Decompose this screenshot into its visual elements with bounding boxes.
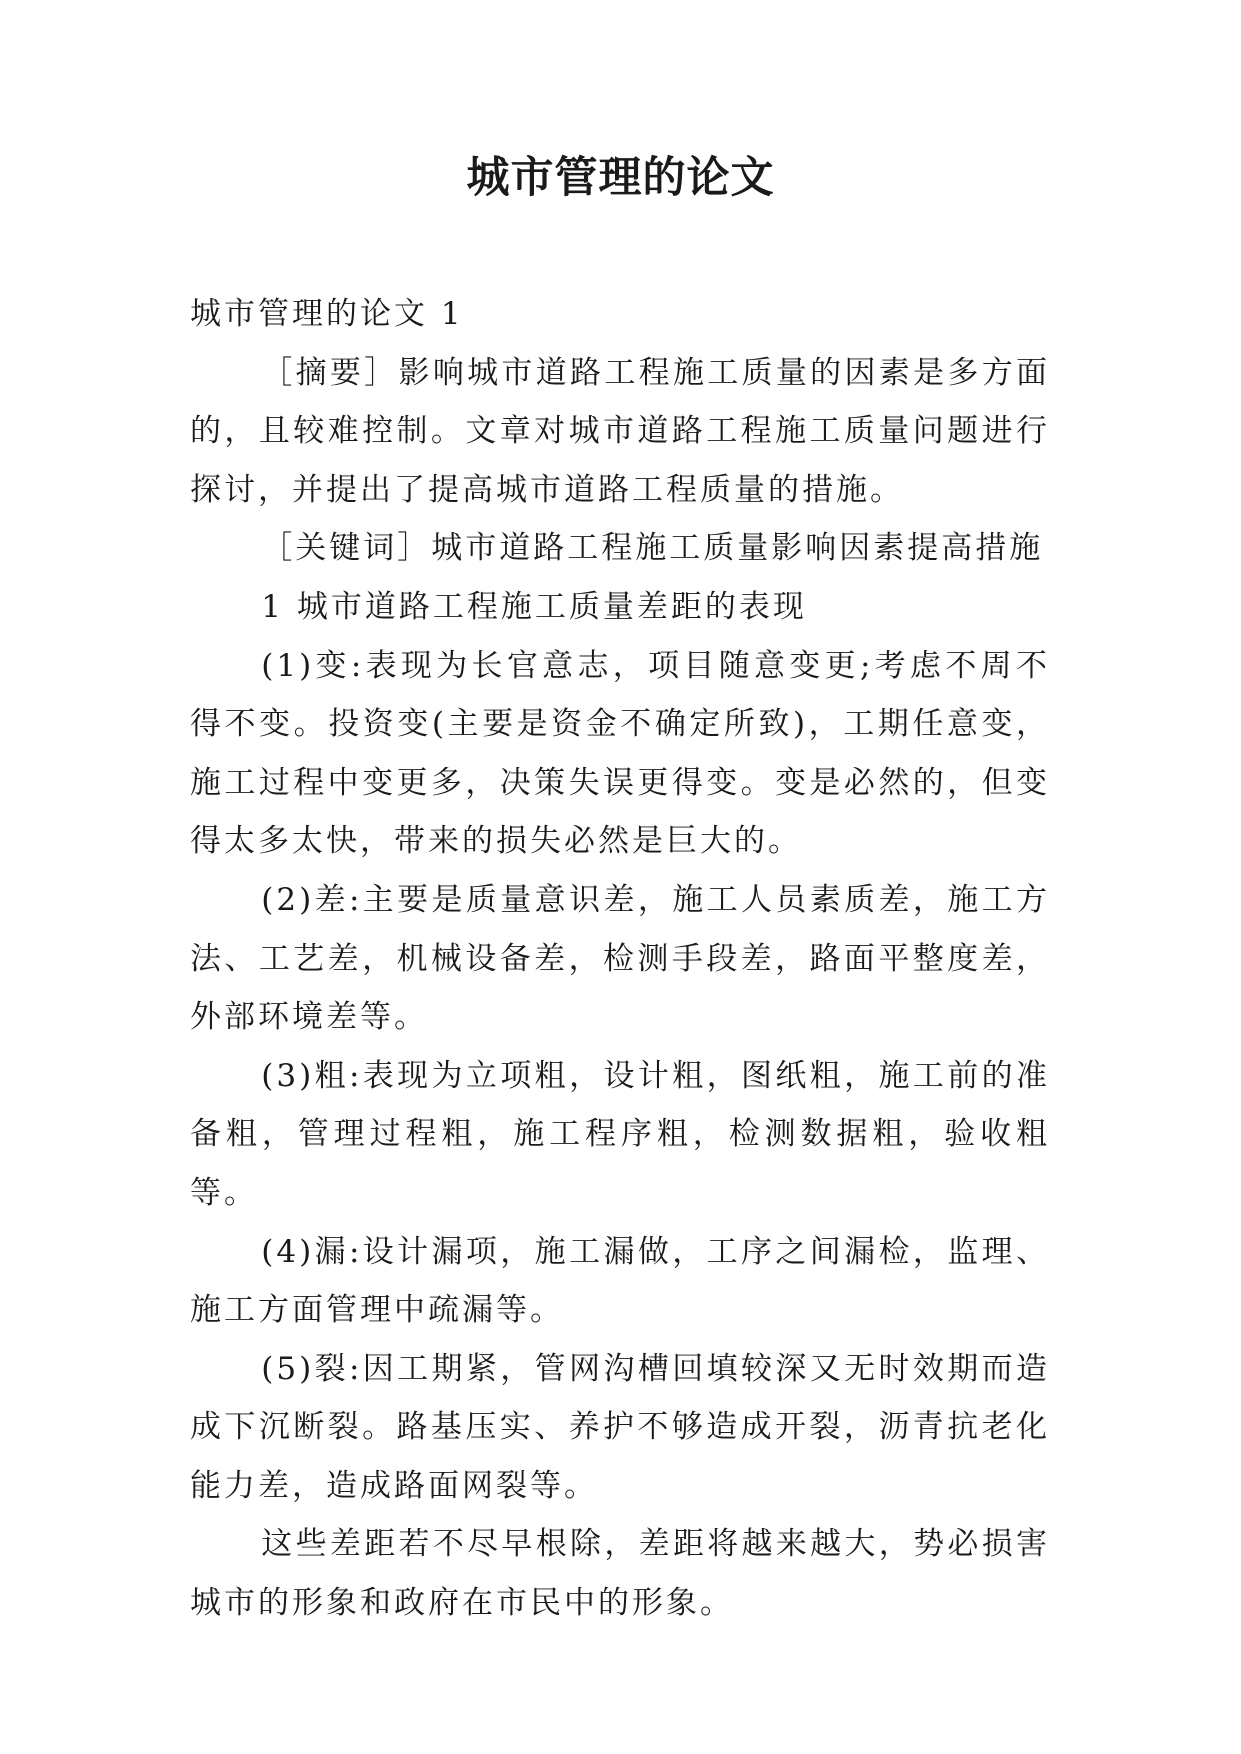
paragraph-rough: (3)粗:表现为立项粗，设计粗，图纸粗，施工前的准备粗，管理过程粗，施工程序粗，检测数据粗，验收粗等。: [190, 1057, 1050, 1211]
paragraph-poor: (2)差:主要是质量意识差，施工人员素质差，施工方法、工艺差，机械设备差，检测手段差，路面平整度差，外部环境差等。: [190, 881, 1050, 1036]
section-heading: 城市管理的论文 1: [190, 296, 464, 332]
abstract-paragraph: ［摘要］影响城市道路工程施工质量的因素是多方面的，且较难控制。文章对城市道路工程施工质量问题进行探讨，并提出了提高城市道路工程质量的措施。: [190, 354, 1050, 508]
subheading-quality-gap: 1 城市道路工程施工质量差距的表现: [261, 588, 807, 625]
document-body: [190, 285, 1050, 1633]
paragraph-omission: (4)漏:设计漏项，施工漏做，工序之间漏检，监理、施工方面管理中疏漏等。: [190, 1233, 1050, 1329]
document-title: 城市管理的论文: [466, 153, 775, 203]
paragraph-change: (1)变:表现为长官意志，项目随意变更;考虑不周不得不变。投资变(主要是资金不确定所致)，工期任意变，施工过程中变更多，决策失误更得变。变是必然的，但变得太多太快，带来的损失必然是巨大的。: [190, 647, 1050, 860]
paragraph-crack: (5)裂:因工期紧，管网沟槽回填较深又无时效期而造成下沉断裂。路基压实、养护不够造成开裂，沥青抗老化能力差，造成路面网裂等。: [190, 1350, 1050, 1504]
keywords-paragraph: ［关键词］城市道路工程施工质量影响因素提高措施: [261, 530, 1044, 567]
paragraph-conclusion: 这些差距若不尽早根除，差距将越来越大，势必损害城市的形象和政府在市民中的形象。: [190, 1526, 1050, 1622]
